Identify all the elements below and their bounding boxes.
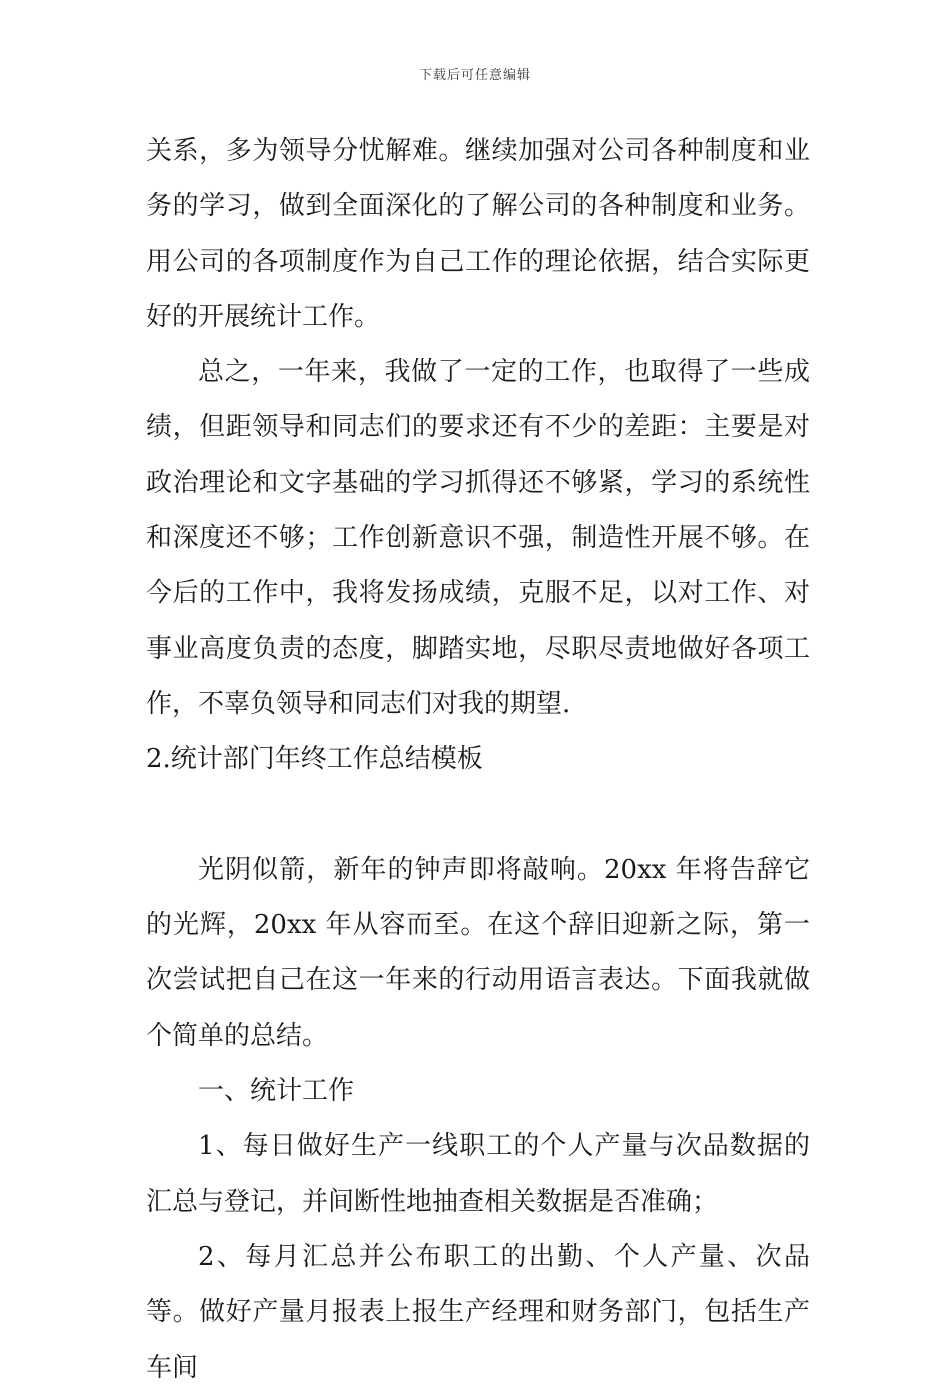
paragraph-continuation: 关系，多为领导分忧解难。继续加强对公司各种制度和业务的学习，做到全面深化的了解公司的各种制度和业务。用公司的各项制度作为自己工作的理论依据，结合实际更好的开展统计工作。 — [146, 136, 810, 332]
list-item-2: 2、每月汇总并公布职工的出勤、个人产量、次品等。做好产量月报表上报生产经理和财务部门，包括生产车间 — [146, 1241, 810, 1383]
subsection-heading: 一、统计工作 — [198, 1076, 355, 1107]
paragraph-intro: 光阴似箭，新年的钟声即将敲响。20xx 年将告辞它的光辉，20xx 年从容而至。在这个辞旧迎新之际，第一次尝试把自己在这一年来的行动用语言表达。下面我就做个简单的总结。 — [146, 854, 810, 1051]
header-note: 下载后可任意编辑 — [418, 68, 531, 83]
list-item-1: 1、每日做好生产一线职工的个人产量与次品数据的汇总与登记，并间断性地抽查相关数据是否准确； — [146, 1131, 810, 1217]
section-heading: 2.统计部门年终工作总结模板 — [146, 744, 483, 775]
document-body — [146, 124, 810, 1396]
paragraph-summary: 总之，一年来，我做了一定的工作，也取得了一些成绩，但距领导和同志们的要求还有不少的差距：主要是对政治理论和文字基础的学习抓得还不够紧，学习的系统性和深度还不够；工作创新意识不强，制造性开展不够。在今后的工作中，我将发扬成绩，克服不足，以对工作、对事业高度负责的态度，脚踏实地，尽职尽责地做好各项工作，不辜负领导和同志们对我的期望. — [146, 357, 810, 719]
